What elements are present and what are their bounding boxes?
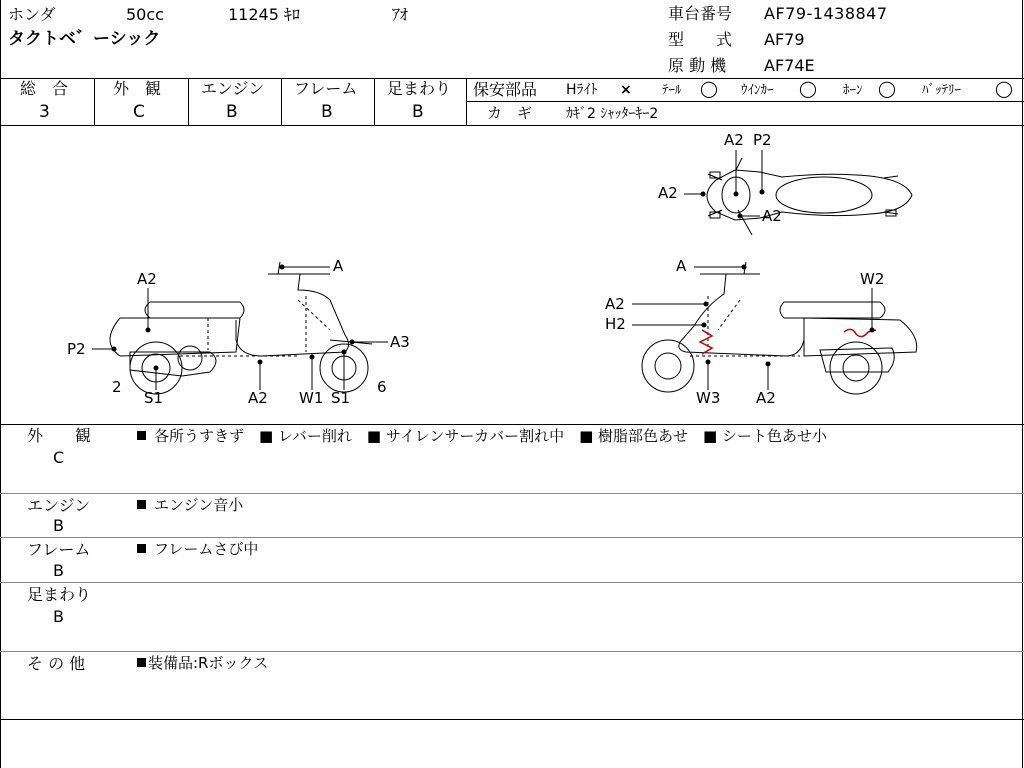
label-a2-top: A2 bbox=[724, 131, 744, 149]
divider bbox=[0, 537, 1024, 538]
safety-mark-winker: ◯ bbox=[799, 79, 817, 98]
color: ｱｵ bbox=[392, 5, 409, 24]
remark-label: 外 観 bbox=[27, 426, 92, 445]
grade-label-frame: フレーム bbox=[294, 79, 358, 98]
label-a2-top-bottom: A2 bbox=[762, 207, 782, 225]
key-label: カ ギ bbox=[487, 104, 533, 122]
label-2-left: 2 bbox=[112, 378, 122, 396]
safety-item-winker: ｳｲﾝｶｰ bbox=[741, 83, 774, 98]
type-value: AF79 bbox=[764, 30, 805, 49]
border-left bbox=[0, 0, 1, 768]
engine-label: 原 動 機 bbox=[668, 56, 727, 75]
key-value: ｶｷﾞ2 ｼｬｯﾀｰｷｰ2 bbox=[566, 106, 659, 122]
border-right bbox=[1022, 0, 1023, 768]
remark-grade: B bbox=[53, 516, 64, 535]
engine-value: AF74E bbox=[764, 56, 815, 75]
label-a2-floor-left: A2 bbox=[248, 389, 268, 407]
label-w1-left: W1 bbox=[299, 389, 324, 407]
safety-mark-headlight: × bbox=[620, 82, 632, 98]
grade-label-engine: エンジン bbox=[201, 79, 265, 98]
remark-label: 足まわり bbox=[27, 585, 92, 604]
grade-label-exterior: 外 観 bbox=[113, 79, 162, 98]
grade-value-engine: B bbox=[226, 102, 238, 122]
remark-label: エンジン bbox=[27, 496, 91, 515]
maker: ホンダ bbox=[8, 5, 56, 24]
bullet-icon bbox=[137, 544, 146, 553]
grade-label-overall: 総 合 bbox=[20, 79, 69, 98]
safety-item-battery: ﾊﾞｯﾃﾘｰ bbox=[922, 83, 961, 98]
bullet-icon bbox=[137, 431, 146, 440]
bullet-icon bbox=[137, 500, 146, 509]
label-a2-seat-left: A2 bbox=[137, 270, 157, 288]
label-a3-left: A3 bbox=[390, 333, 410, 351]
leader-lines bbox=[92, 150, 874, 390]
divider bbox=[94, 78, 95, 125]
divider bbox=[0, 424, 1024, 425]
frame-no-label: 車台番号 bbox=[668, 4, 733, 23]
label-a2-floor-right: A2 bbox=[756, 389, 776, 407]
safety-mark-tail: ◯ bbox=[700, 79, 718, 98]
label-h2-right: H2 bbox=[605, 315, 626, 333]
label-p2-top: P2 bbox=[753, 131, 772, 149]
safety-item-headlight: Hﾗｲﾄ bbox=[566, 82, 598, 98]
grade-value-exterior: C bbox=[133, 102, 145, 122]
label-a2-front-right: A2 bbox=[605, 295, 625, 313]
grade-value-frame: B bbox=[321, 102, 333, 122]
safety-mark-battery: ◯ bbox=[995, 79, 1013, 98]
divider bbox=[466, 101, 1024, 102]
remark-text: エンジン音小 bbox=[154, 496, 244, 514]
divider bbox=[0, 719, 1024, 720]
divider bbox=[0, 493, 1024, 494]
label-6-left: 6 bbox=[377, 378, 387, 396]
divider bbox=[0, 125, 1024, 126]
label-a-right: A bbox=[676, 257, 687, 275]
divider bbox=[0, 582, 1024, 583]
safety-label: 保安部品 bbox=[473, 80, 538, 99]
label-w2-right: W2 bbox=[860, 270, 885, 288]
label-a-left: A bbox=[333, 257, 344, 275]
safety-mark-horn: ◯ bbox=[878, 79, 896, 98]
grade-value-overall: 3 bbox=[39, 102, 50, 122]
scooter-top-view bbox=[707, 158, 912, 235]
remark-grade: C bbox=[53, 448, 65, 467]
safety-item-tail: ﾃｰﾙ bbox=[662, 83, 682, 98]
remark-label: そ の 他 bbox=[27, 654, 86, 673]
remark-text: 各所うすきず ■ レバー削れ ■ サイレンサーカバー割れ中 ■ 樹脂部色あせ ■ シート色あせ小 bbox=[154, 427, 827, 445]
remark-grade: B bbox=[53, 607, 64, 626]
bullet-icon bbox=[137, 658, 146, 667]
label-w3-right: W3 bbox=[696, 389, 721, 407]
remark-label: フレーム bbox=[27, 540, 91, 559]
divider bbox=[188, 78, 189, 125]
displacement: 50cc bbox=[126, 5, 164, 24]
remark-grade: B bbox=[53, 561, 64, 580]
mileage: 11245 ｷﾛ bbox=[228, 5, 300, 24]
frame-no: AF79-1438847 bbox=[764, 4, 888, 23]
safety-item-horn: ﾎｰﾝ bbox=[843, 83, 863, 98]
label-s1-rear-left: S1 bbox=[144, 389, 164, 407]
remark-text: フレームさび中 bbox=[154, 540, 259, 558]
label-s1-front-left: S1 bbox=[331, 389, 351, 407]
divider bbox=[0, 651, 1024, 652]
grade-label-suspension: 足まわり bbox=[387, 79, 452, 98]
remark-text: 装備品:Rボックス bbox=[148, 654, 269, 672]
model-name: タクトベ゛ーシック bbox=[8, 29, 161, 49]
type-label: 型 式 bbox=[668, 30, 733, 49]
divider bbox=[281, 78, 282, 125]
divider bbox=[374, 78, 375, 125]
grade-value-suspension: B bbox=[412, 102, 424, 122]
label-a2-top-left: A2 bbox=[658, 184, 678, 202]
label-p2-left: P2 bbox=[67, 340, 86, 358]
